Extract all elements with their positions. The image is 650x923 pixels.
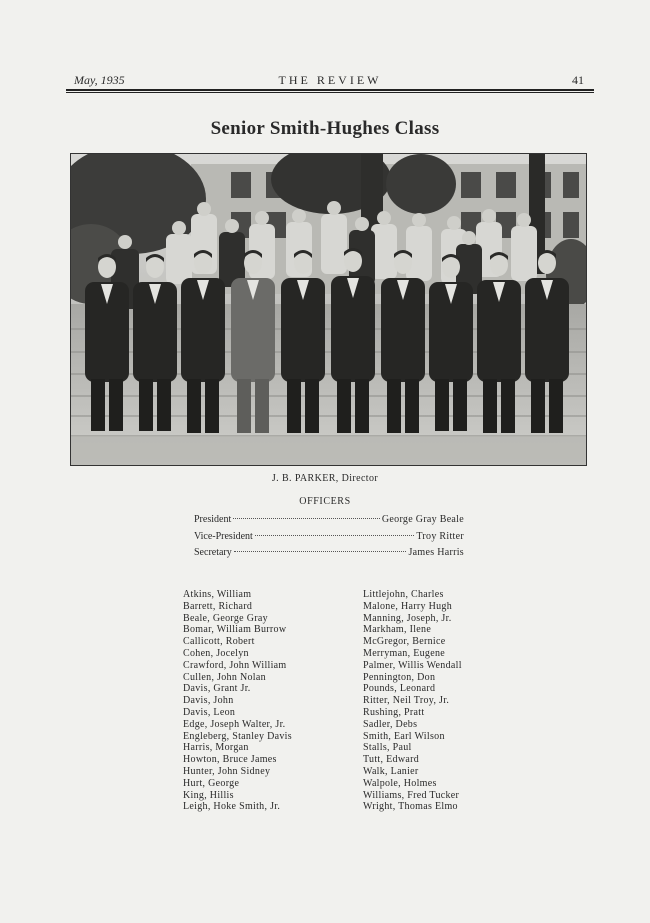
officers-heading: OFFICERS <box>299 496 351 507</box>
dot-leader <box>233 518 380 519</box>
list-item: Bomar, William Burrow <box>183 624 287 636</box>
list-item: Davis, Leon <box>183 706 236 718</box>
list-item: Cullen, John Nolan <box>183 671 266 683</box>
page-title: Senior Smith-Hughes Class <box>210 118 440 139</box>
officer-name: George Gray Beale <box>381 514 464 525</box>
list-item: Harris, Morgan <box>183 742 249 754</box>
header-rule-thin <box>66 92 594 93</box>
list-item: Malone, Harry Hugh <box>363 600 452 612</box>
list-item: Markham, Ilene <box>363 624 432 636</box>
list-item: Beale, George Gray <box>183 612 268 624</box>
list-item: Wright, Thomas Elmo <box>363 801 458 813</box>
list-item: Palmer, Willis Wendall <box>363 659 462 671</box>
header-rule <box>66 89 594 91</box>
list-item: Barrett, Richard <box>183 600 253 612</box>
list-item: Williams, Fred Tucker <box>363 789 460 801</box>
officer-name: James Harris <box>408 547 464 558</box>
officer-role: President <box>194 514 232 525</box>
list-item: McGregor, Bernice <box>363 636 446 648</box>
list-item: Hurt, George <box>183 777 240 789</box>
dot-leader <box>255 535 415 536</box>
list-item: Davis, Grant Jr. <box>183 683 251 695</box>
list-item: Edge, Joseph Walter, Jr. <box>183 718 286 730</box>
list-item: Ritter, Neil Troy, Jr. <box>363 695 450 707</box>
list-item: Littlejohn, Charles <box>363 589 444 600</box>
list-item: King, Hillis <box>183 789 234 801</box>
issue-date: May, 1935 <box>74 73 125 87</box>
list-item: Walpole, Holmes <box>363 777 437 789</box>
list-item: Hunter, John Sidney <box>183 765 271 777</box>
list-item: Smith, Earl Wilson <box>363 730 445 742</box>
roster-left-column <box>183 589 292 813</box>
running-head <box>66 72 594 88</box>
list-item: Stalls, Paul <box>363 742 412 754</box>
roster-right-column <box>363 589 462 813</box>
list-item: Rushing, Pratt <box>363 706 425 718</box>
group-photo-icon <box>71 154 586 465</box>
list-item: Engleberg, Stanley Davis <box>183 730 292 742</box>
list-item: Atkins, William <box>183 589 252 600</box>
officer-name: Troy Ritter <box>416 531 464 542</box>
list-item: Cohen, Jocelyn <box>183 647 249 659</box>
list-item: Pennington, Don <box>363 671 436 683</box>
officer-role: Vice-President <box>194 531 253 542</box>
page-number: 41 <box>572 73 584 87</box>
list-item: Davis, John <box>183 695 234 707</box>
list-item: Leigh, Hoke Smith, Jr. <box>183 801 281 813</box>
list-item: Walk, Lanier <box>363 765 419 777</box>
list-item: Manning, Joseph, Jr. <box>363 612 452 624</box>
list-item: Crawford, John William <box>183 659 287 671</box>
list-item: Howton, Bruce James <box>183 754 277 766</box>
officer-role: Secretary <box>194 547 232 558</box>
officer-row-president <box>194 514 464 527</box>
list-item: Pounds, Leonard <box>363 683 436 695</box>
list-item: Tutt, Edward <box>363 754 420 766</box>
list-item: Callicott, Robert <box>183 636 255 648</box>
class-group-photo <box>70 153 587 466</box>
dot-leader <box>234 551 407 552</box>
publication-title: THE REVIEW <box>278 73 382 87</box>
officer-row-secretary <box>194 547 464 560</box>
director-caption: J. B. PARKER, Director <box>271 473 379 484</box>
officer-row-vice-president <box>194 531 464 544</box>
list-item: Sadler, Debs <box>363 718 418 730</box>
list-item: Merryman, Eugene <box>363 647 445 659</box>
